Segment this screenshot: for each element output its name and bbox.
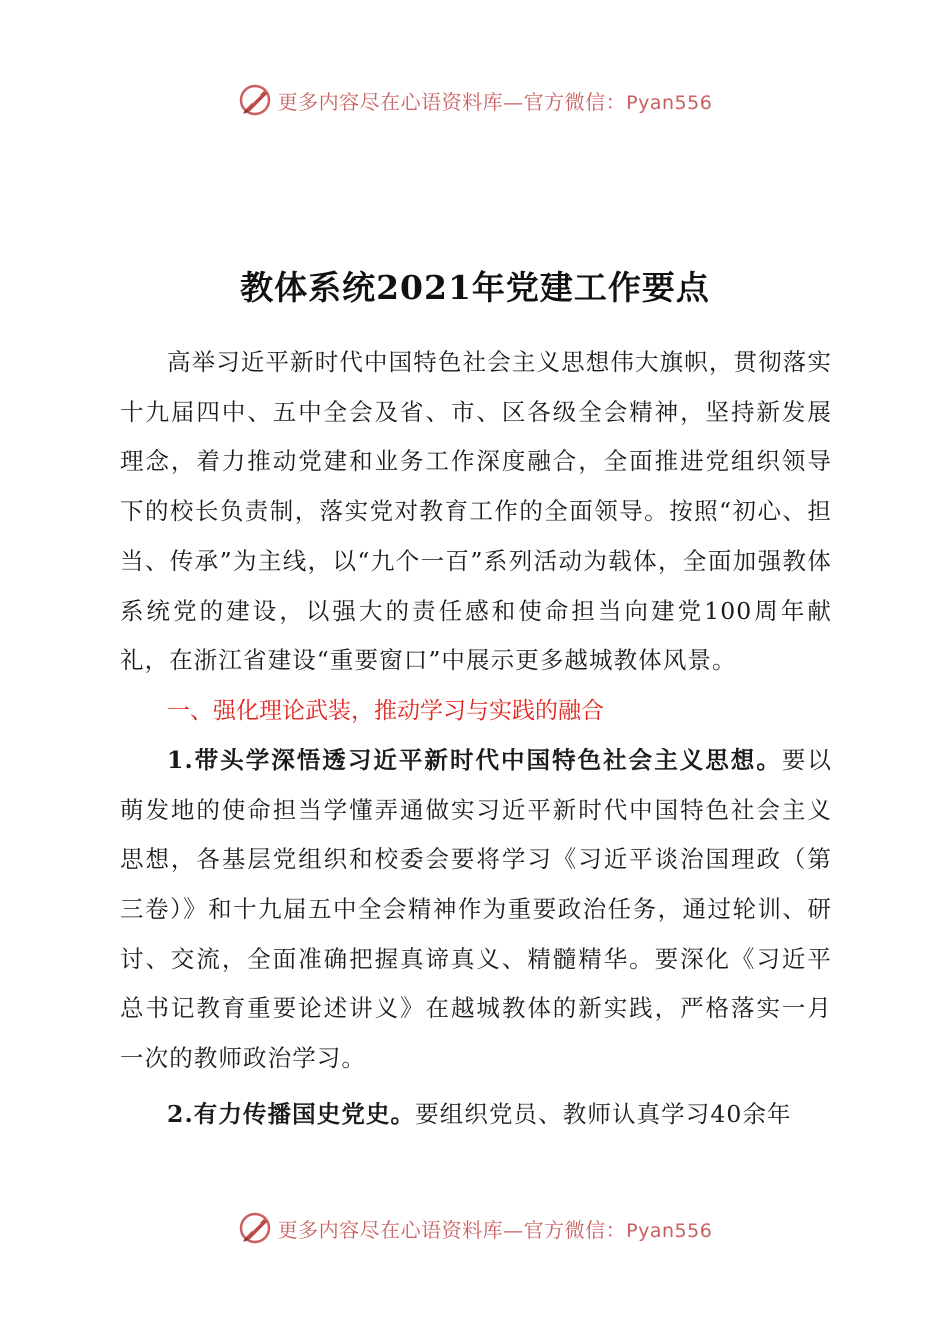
quill-logo-icon bbox=[238, 83, 272, 117]
watermark-header bbox=[0, 80, 950, 120]
intro-paragraph: 高举习近平新时代中国特色社会主义思想伟大旗帜，贯彻落实十九届四中、五中全会及省、市、区各级全会精神，坚持新发展理念，着力推动党建和业务工作深度融合，全面推进党组织领导下的校长负责制，落实党对教育工作的全面领导。按照“初心、担当、传承”为主线，以“九个一百”系列活动为载体，全面加强教体系统党的建设，以强大的责任感和使命担当向建党100周年献礼，在浙江省建设“重要窗口”中展示更多越城教体风景。 bbox=[120, 348, 832, 675]
item-title: 1.带头学深悟透习近平新时代中国特色社会主义思想。 bbox=[167, 745, 782, 774]
item-body: 要以萌发地的使命担当学懂弄通做实习近平新时代中国特色社会主义思想，各基层党组织和校委会要将学习《习近平谈治国理政（第三卷）》和十九届五中全会精神作为重要政治任务，通过轮训、研讨、交流，全面准确把握真谛真义、精髓精华。要深化《习近平总书记教育重要论述讲义》在越城教体的新实践，严格落实一月一次的教师政治学习。 bbox=[120, 745, 832, 1073]
item-body: 要组织党员、教师认真学习40余年 bbox=[415, 1099, 792, 1128]
item-paragraph bbox=[120, 736, 832, 1084]
document-title: 教体系统2021年党建工作要点 bbox=[240, 268, 710, 307]
quill-logo-icon bbox=[238, 1211, 272, 1245]
section-heading: 一、强化理论武装，推动学习与实践的融合 bbox=[167, 697, 604, 724]
watermark-wechat-id: Pyan556 bbox=[626, 91, 713, 114]
item-title: 2.有力传播国史党史。 bbox=[167, 1099, 416, 1128]
watermark-text: 更多内容尽在心语资料库—官方微信：Pyan556 bbox=[277, 1217, 713, 1242]
document-body bbox=[120, 338, 832, 1140]
watermark-text: 更多内容尽在心语资料库—官方微信：Pyan556 bbox=[277, 89, 713, 114]
watermark-footer bbox=[0, 1208, 950, 1248]
watermark-wechat-id: Pyan556 bbox=[626, 1219, 713, 1242]
item-paragraph bbox=[120, 1090, 832, 1140]
